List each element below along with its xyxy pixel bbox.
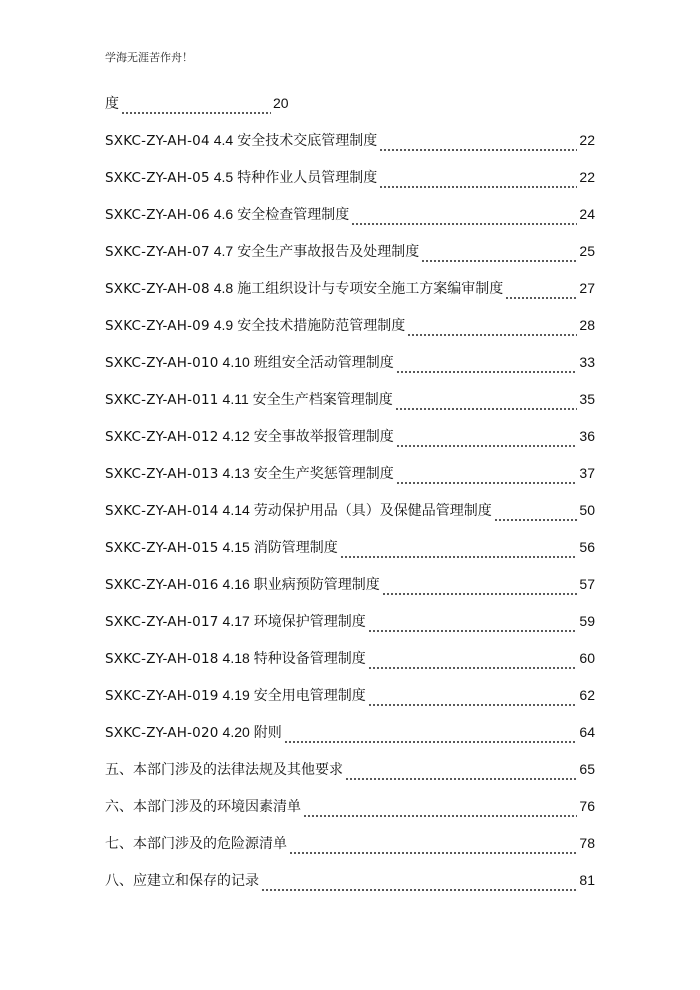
toc-title: 度 xyxy=(105,96,119,112)
toc-row[interactable] xyxy=(105,754,595,791)
toc-page-number: 50 xyxy=(579,502,595,518)
toc-row[interactable] xyxy=(105,828,595,865)
table-of-contents xyxy=(105,88,595,902)
toc-row[interactable] xyxy=(105,384,595,421)
toc-leader-dots xyxy=(121,112,271,114)
toc-leader-dots xyxy=(382,593,578,595)
toc-code: SXKC-ZY-AH-015 xyxy=(105,540,219,556)
toc-leader-dots xyxy=(396,371,578,373)
toc-section-number: 4.14 xyxy=(222,502,250,518)
toc-leader-dots xyxy=(261,889,577,891)
toc-row[interactable] xyxy=(105,421,595,458)
toc-code: SXKC-ZY-AH-013 xyxy=(105,466,219,482)
toc-page-number: 25 xyxy=(579,243,595,259)
toc-section-number: 4.16 xyxy=(222,576,250,592)
toc-title: 安全事故举报管理制度 xyxy=(253,429,394,445)
toc-code: SXKC-ZY-AH-017 xyxy=(105,614,219,630)
toc-leader-dots xyxy=(340,556,578,558)
toc-leader-dots xyxy=(505,297,577,299)
toc-page-number: 59 xyxy=(579,613,595,629)
toc-page-number: 24 xyxy=(579,206,595,222)
toc-code: SXKC-ZY-AH-019 xyxy=(105,688,219,704)
toc-leader-dots xyxy=(284,741,578,743)
toc-page-number: 78 xyxy=(579,835,595,851)
toc-row[interactable] xyxy=(105,199,595,236)
toc-leader-dots xyxy=(395,408,578,410)
toc-code: SXKC-ZY-AH-016 xyxy=(105,577,219,593)
toc-page-number: 27 xyxy=(579,280,595,296)
toc-page-number: 62 xyxy=(579,687,595,703)
toc-title: 施工组织设计与专项安全施工方案编审制度 xyxy=(237,281,504,297)
toc-code: SXKC-ZY-AH-011 xyxy=(105,392,219,408)
toc-title: 安全检查管理制度 xyxy=(237,207,350,223)
toc-row[interactable] xyxy=(105,643,595,680)
toc-title: 班组安全活动管理制度 xyxy=(253,355,394,371)
toc-section-number: 4.18 xyxy=(222,650,250,666)
toc-title: 特种作业人员管理制度 xyxy=(237,170,378,186)
toc-title: 安全生产事故报告及处理制度 xyxy=(237,244,420,260)
toc-page-number: 81 xyxy=(579,872,595,888)
toc-row[interactable] xyxy=(105,606,595,643)
toc-page-number: 56 xyxy=(579,539,595,555)
toc-title: 七、本部门涉及的危险源清单 xyxy=(105,836,287,852)
toc-leader-dots xyxy=(368,630,578,632)
toc-section-number: 4.19 xyxy=(222,687,250,703)
toc-page-number: 65 xyxy=(579,761,595,777)
toc-section-number: 4.15 xyxy=(222,539,250,555)
toc-title: 安全技术措施防范管理制度 xyxy=(237,318,406,334)
toc-title: 八、应建立和保存的记录 xyxy=(105,873,259,889)
toc-code: SXKC-ZY-AH-014 xyxy=(105,503,219,519)
toc-leader-dots xyxy=(303,815,577,817)
toc-section-number: 4.9 xyxy=(213,317,234,333)
toc-code: SXKC-ZY-AH-09 xyxy=(105,318,210,334)
toc-row[interactable] xyxy=(105,791,595,828)
toc-row[interactable] xyxy=(105,88,595,125)
toc-row[interactable] xyxy=(105,310,595,347)
toc-row[interactable] xyxy=(105,236,595,273)
toc-page-number: 76 xyxy=(579,798,595,814)
toc-row[interactable] xyxy=(105,458,595,495)
toc-section-number: 4.11 xyxy=(222,391,249,407)
toc-page-number: 20 xyxy=(273,95,289,111)
toc-row[interactable] xyxy=(105,273,595,310)
toc-title: 职业病预防管理制度 xyxy=(253,577,380,593)
toc-leader-dots xyxy=(396,482,578,484)
toc-leader-dots xyxy=(396,445,578,447)
toc-title: 五、本部门涉及的法律法规及其他要求 xyxy=(105,762,343,778)
toc-code: SXKC-ZY-AH-06 xyxy=(105,207,210,223)
toc-section-number: 4.13 xyxy=(222,465,250,481)
toc-page-number: 36 xyxy=(579,428,595,444)
toc-code: SXKC-ZY-AH-020 xyxy=(105,725,219,741)
toc-row[interactable] xyxy=(105,680,595,717)
toc-title: 安全技术交底管理制度 xyxy=(237,133,378,149)
toc-leader-dots xyxy=(407,334,577,336)
toc-row[interactable] xyxy=(105,125,595,162)
toc-leader-dots xyxy=(368,704,578,706)
toc-section-number: 4.17 xyxy=(222,613,250,629)
toc-page-number: 37 xyxy=(579,465,595,481)
toc-leader-dots xyxy=(345,778,577,780)
toc-row[interactable] xyxy=(105,865,595,902)
toc-code: SXKC-ZY-AH-05 xyxy=(105,170,210,186)
toc-title: 劳动保护用品（具）及保健品管理制度 xyxy=(253,503,492,519)
toc-section-number: 4.20 xyxy=(222,724,250,740)
toc-title: 安全用电管理制度 xyxy=(253,688,366,704)
toc-section-number: 4.5 xyxy=(213,169,234,185)
toc-leader-dots xyxy=(379,186,577,188)
toc-section-number: 4.4 xyxy=(213,132,234,148)
toc-page-number: 60 xyxy=(579,650,595,666)
toc-row[interactable] xyxy=(105,162,595,199)
toc-section-number: 4.6 xyxy=(213,206,234,222)
toc-title: 环境保护管理制度 xyxy=(253,614,366,630)
toc-leader-dots xyxy=(494,519,578,521)
toc-page-number: 22 xyxy=(579,132,595,148)
toc-title: 六、本部门涉及的环境因素清单 xyxy=(105,799,301,815)
toc-code: SXKC-ZY-AH-018 xyxy=(105,651,219,667)
toc-page-number: 35 xyxy=(579,391,595,407)
toc-row[interactable] xyxy=(105,569,595,606)
toc-section-number: 4.7 xyxy=(213,243,234,259)
toc-page-number: 22 xyxy=(579,169,595,185)
toc-section-number: 4.8 xyxy=(213,280,234,296)
toc-code: SXKC-ZY-AH-010 xyxy=(105,355,219,371)
toc-leader-dots xyxy=(289,852,577,854)
toc-code: SXKC-ZY-AH-04 xyxy=(105,133,210,149)
toc-code: SXKC-ZY-AH-012 xyxy=(105,429,219,445)
toc-section-number: 4.12 xyxy=(222,428,250,444)
toc-row[interactable] xyxy=(105,532,595,569)
toc-page-number: 33 xyxy=(579,354,595,370)
toc-leader-dots xyxy=(379,149,577,151)
toc-row[interactable] xyxy=(105,495,595,532)
toc-code: SXKC-ZY-AH-07 xyxy=(105,244,210,260)
toc-page-number: 28 xyxy=(579,317,595,333)
toc-leader-dots xyxy=(421,260,577,262)
toc-title: 安全生产奖惩管理制度 xyxy=(253,466,394,482)
toc-title: 特种设备管理制度 xyxy=(253,651,366,667)
toc-page-number: 57 xyxy=(579,576,595,592)
toc-leader-dots xyxy=(351,223,577,225)
toc-code: SXKC-ZY-AH-08 xyxy=(105,281,210,297)
toc-title: 安全生产档案管理制度 xyxy=(252,392,393,408)
header-note: 学海无涯苦作舟！ xyxy=(105,51,193,64)
toc-title: 消防管理制度 xyxy=(253,540,338,556)
toc-section-number: 4.10 xyxy=(222,354,250,370)
toc-page-number: 64 xyxy=(579,724,595,740)
toc-title: 附则 xyxy=(253,725,282,741)
toc-leader-dots xyxy=(368,667,578,669)
toc-row[interactable] xyxy=(105,347,595,384)
toc-row[interactable] xyxy=(105,717,595,754)
